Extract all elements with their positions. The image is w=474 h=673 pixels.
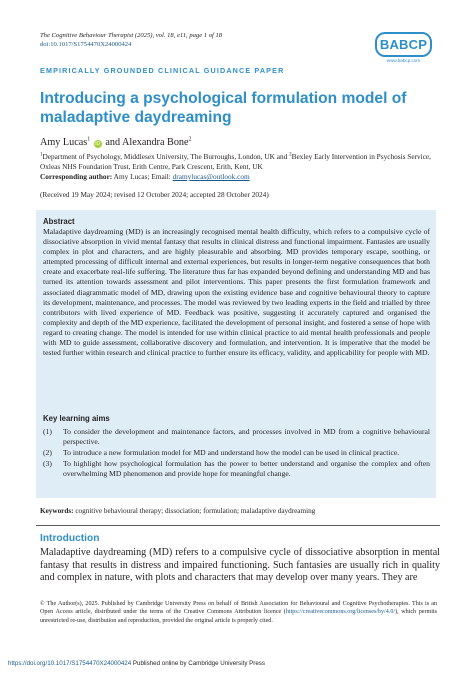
aim-number: (1): [43, 427, 52, 436]
affiliations: [40, 152, 440, 172]
keywords: [40, 507, 440, 515]
abstract-heading: Abstract: [43, 217, 75, 226]
aims-heading: Key learning aims: [43, 414, 110, 423]
corresponding-author: [40, 172, 250, 181]
footer-text: Published online by Cambridge University Press: [131, 660, 265, 667]
corresponding-label: Corresponding author:: [40, 172, 113, 181]
journal-citation: The Cognitive Behaviour Therapist (2025), vol. 18, e11, page 1 of 18: [40, 32, 223, 39]
page-footer: [8, 660, 265, 667]
aim-number: (3): [43, 459, 52, 469]
aim-number: (2): [43, 448, 52, 458]
author-affiliation-mark: 1: [87, 136, 91, 143]
author-affiliation-mark: 2: [188, 136, 192, 143]
aim-text: To consider the development and maintenance factors, and processes involved in MD from a cognitive behavioural perspective.: [63, 427, 430, 447]
article-dates: (Received 19 May 2024; revised 12 October 2024; accepted 28 October 2024): [40, 190, 269, 199]
copyright-text: ), which permits unrestricted re-use, distribution and reproduction, provided the original article is properly cited.: [40, 609, 437, 624]
keywords-label: Keywords:: [40, 507, 74, 515]
logo-badge: BABCP: [375, 32, 432, 57]
logo-url: www.babcp.com: [386, 58, 421, 63]
author-conjunction: and: [105, 137, 121, 148]
affiliation-mark: 1: [40, 152, 43, 158]
aim-item: [43, 448, 430, 458]
babcp-logo[interactable]: [375, 32, 432, 64]
author-name[interactable]: Amy Lucas: [40, 137, 88, 148]
section-divider: [36, 525, 440, 526]
introduction-text: Maladaptive daydreaming (MD) refers to a compulsive cycle of dissociative absorption in mental fantasy that results in distress and impaired functioning. Such fantasies are usually rich in quality and complex in nature, with plots and characters that may develop over many years. They are: [40, 547, 440, 584]
author-list: [40, 137, 192, 148]
article-title: Introducing a psychological formulation model of maladaptive daydreaming: [40, 90, 407, 126]
affiliation-text: Bexley Early Intervention in Psychosis Service, Oxleas NHS Foundation Trust, Erith Centre, Park Crescent, Erith, Kent, UK: [40, 152, 431, 171]
affiliation-mark: 2: [289, 152, 292, 158]
abstract-box: [36, 210, 436, 498]
aim-text: To introduce a new formulation model for MD and understand how the model can be used in clinical practice.: [63, 448, 400, 458]
copyright-notice: [40, 600, 437, 625]
journal-doi[interactable]: doi:10.1017/S1754470X24000424: [40, 41, 132, 48]
journal-meta: [40, 31, 222, 49]
affiliation-text: Department of Psychology, Middlesex University, The Burroughs, London, UK and: [42, 152, 290, 161]
keywords-text: cognitive behavioural therapy; dissociation; formulation; maladaptive daydreaming: [75, 507, 316, 515]
introduction-heading: Introduction: [40, 533, 100, 544]
corresponding-name: Amy Lucas; Email:: [113, 172, 171, 181]
aim-item: [43, 427, 430, 447]
licence-link[interactable]: https://creativecommons.org/licenses/by/4.0/: [285, 609, 396, 616]
aim-text: To highlight how psychological formulation has the power to better understand and organise the complex and often overwhelming MD phenomenon and provide hope for meaningful change.: [63, 459, 430, 479]
orcid-icon[interactable]: iD: [95, 141, 101, 147]
author-name[interactable]: Alexandra Bone: [122, 137, 189, 148]
aims-list: [43, 427, 430, 480]
abstract-text: Maladaptive daydreaming (MD) is an increasingly recognised mental health difficulty, which refers to a compulsive cycle of dissociative absorption in vivid mental fantasy that results in clinical distress and functional impairment. Fantasies are usually complex in plot and characters, and are highly pleasurable and absorbing. MD provides temporary escape, soothing, or attempted processing of difficult internal and external experiences, but results in longer-term negative consequences that both create and exacerbate real-life suffering. The literature thus far has expanded beyond defining and understanding MD and has turned its attention towards assessment and pilot interventions. This paper presents the first formulation framework and associated diagrammatic model of MD, drawing upon the existing evidence base and cognitive behavioural theory to capture its development, maintenance, and processes. The model was reviewed by two leading experts in the field and trialled by three contributors with lived experience of MD. Feedback was positive, suggesting it accurately captured and organised the complexity and depth of the MD experience, facilitated the development of personal insight, and fostered a sense of hope with regard to creating change. The model is intended for use within clinical practice to aid mental health professionals and people with MD to guide assessment, collaborative discovery and formulation, and intervention. It is imperative that the model be tested further within research and clinical practice to further ensure its efficacy, validity, and applicability for people with MD.: [43, 227, 430, 358]
footer-doi-link[interactable]: https://doi.org/10.1017/S1754470X24000424: [8, 660, 132, 667]
corresponding-email-link[interactable]: dramylucas@outlook.com: [172, 172, 250, 181]
article-category: EMPIRICALLY GROUNDED CLINICAL GUIDANCE PAPER: [40, 66, 285, 75]
copyright-text: © The Author(s), 2025. Published by Cambridge University Press on behalf of British Association for Behavioural and Cognitive Psychotherapies. This is an Open Access article, distributed under the terms of the Creative Commons Attribution licence (: [40, 601, 437, 616]
aim-item: [43, 459, 430, 479]
